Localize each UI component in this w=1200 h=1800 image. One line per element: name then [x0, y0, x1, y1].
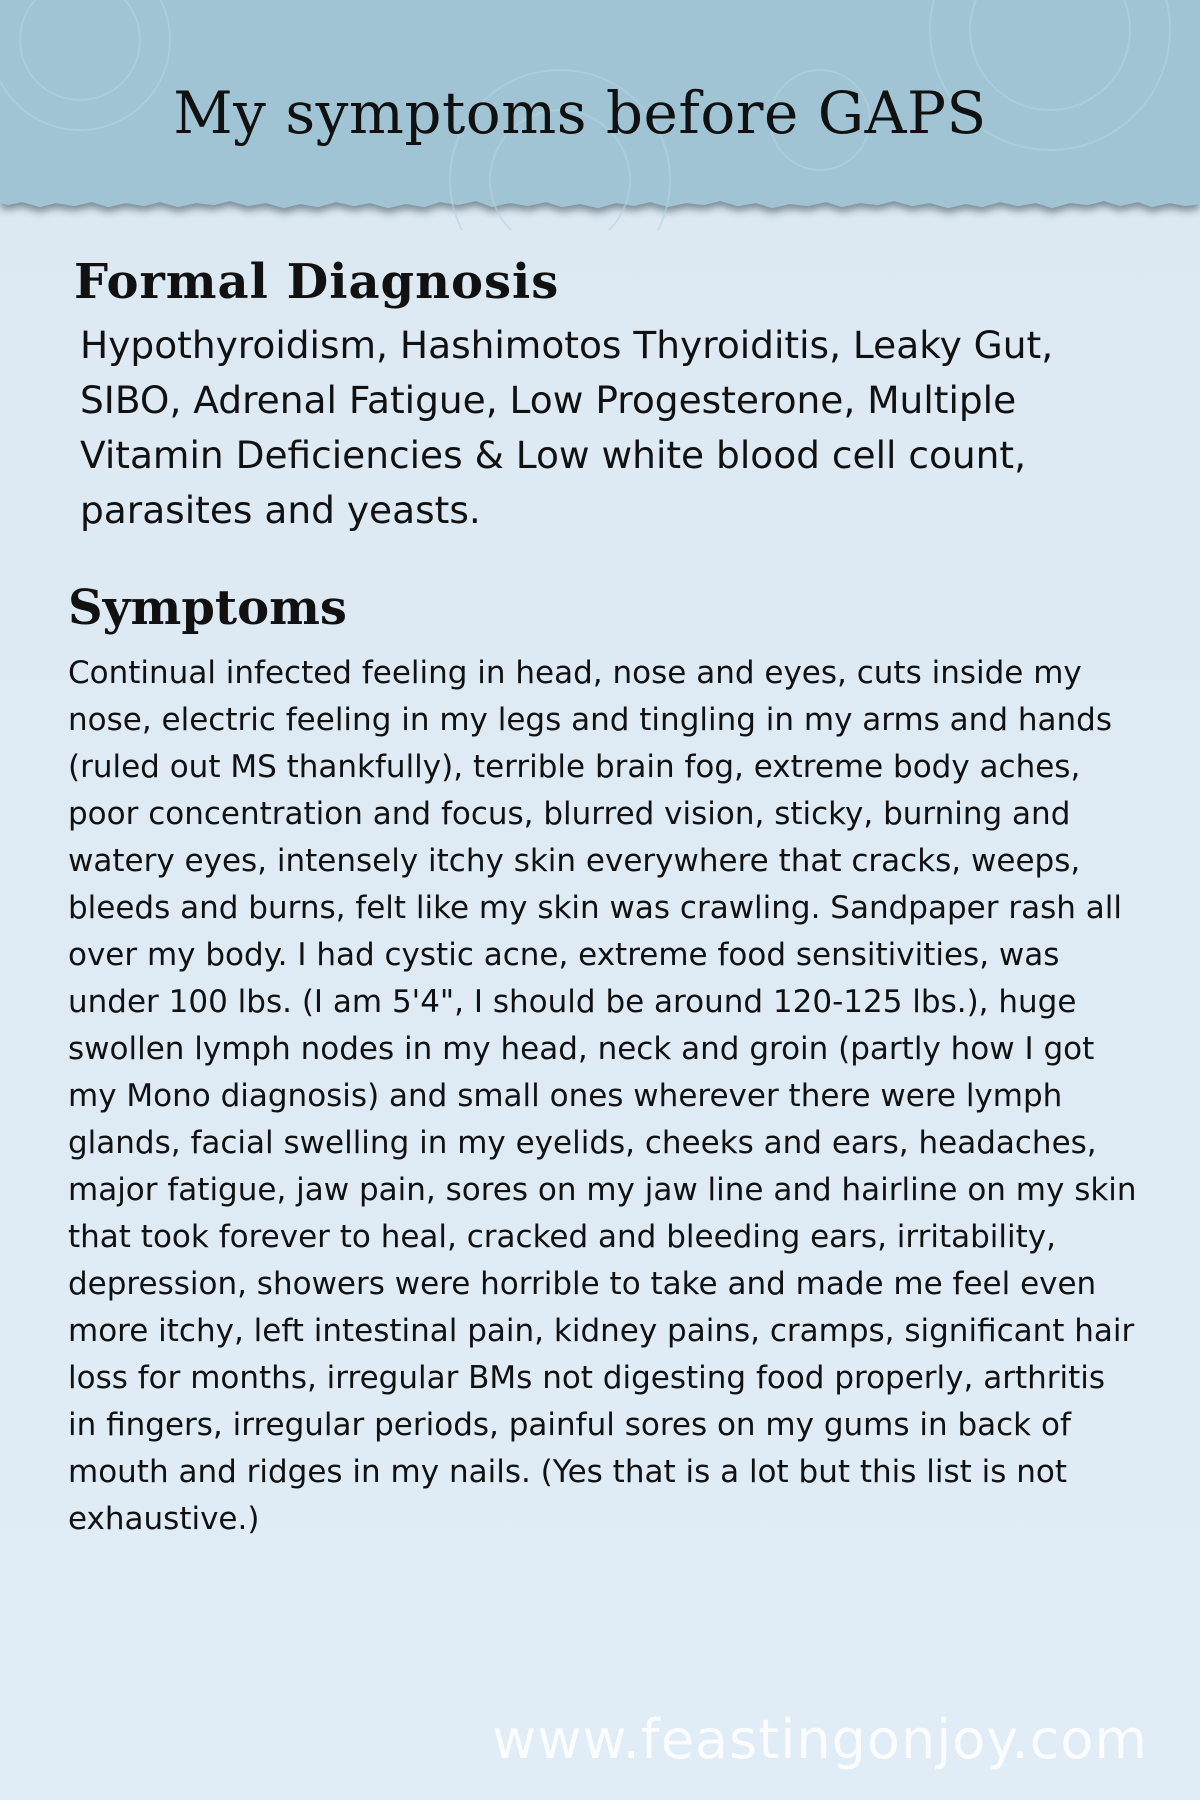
symptoms-heading: Symptoms — [68, 580, 347, 636]
formal-diagnosis-text: Hypothyroidism, Hashimotos Thyroiditis, Leaky Gut, SIBO, Adrenal Fatigue, Low Progesterone, Multiple Vitamin Deficiencies & Low white blood cell count, parasites and yeasts. — [80, 323, 1054, 532]
website-watermark: www.feastingonjoy.com — [492, 1708, 1148, 1771]
symptoms-text: Continual infected feeling in head, nose and eyes, cuts inside my nose, electric feeling in my legs and tingling in my arms and hands (ruled out MS thankfully), terrible brain fog, extreme body aches, poor concentration and focus, blurred vision, sticky, burning and watery eyes, intensely itchy skin everywhere that cracks, weeps, bleeds and burns, felt like my skin was crawling. Sandpaper rash all over my body. I had cystic acne, extreme food sensitivities, was under 100 lbs. (I am 5'4", I should be around 120-125 lbs.), huge swollen lymph nodes in my head, neck and groin (partly how I got my Mono diagnosis) and small ones wherever there were lymph glands, facial swelling in my eyelids, cheeks and ears, headaches, major fatigue, jaw pain, sores on my jaw line and hairline on my skin that took forever to heal, cracked and bleeding ears, irritability, depression, showers were horrible to take and made me feel even more itchy, left intestinal pain, kidney pains, cramps, significant hair loss for months, irregular BMs not digesting food properly, arthritis in fingers, irregular periods, painful sores on my gums in back of mouth and ridges in my nails. (Yes that is a lot but this list is not exhaustive.) — [68, 655, 1137, 1537]
page-title: My symptoms before GAPS — [173, 79, 987, 147]
header-banner — [0, 0, 1200, 230]
formal-diagnosis-heading: Formal Diagnosis — [74, 254, 560, 310]
